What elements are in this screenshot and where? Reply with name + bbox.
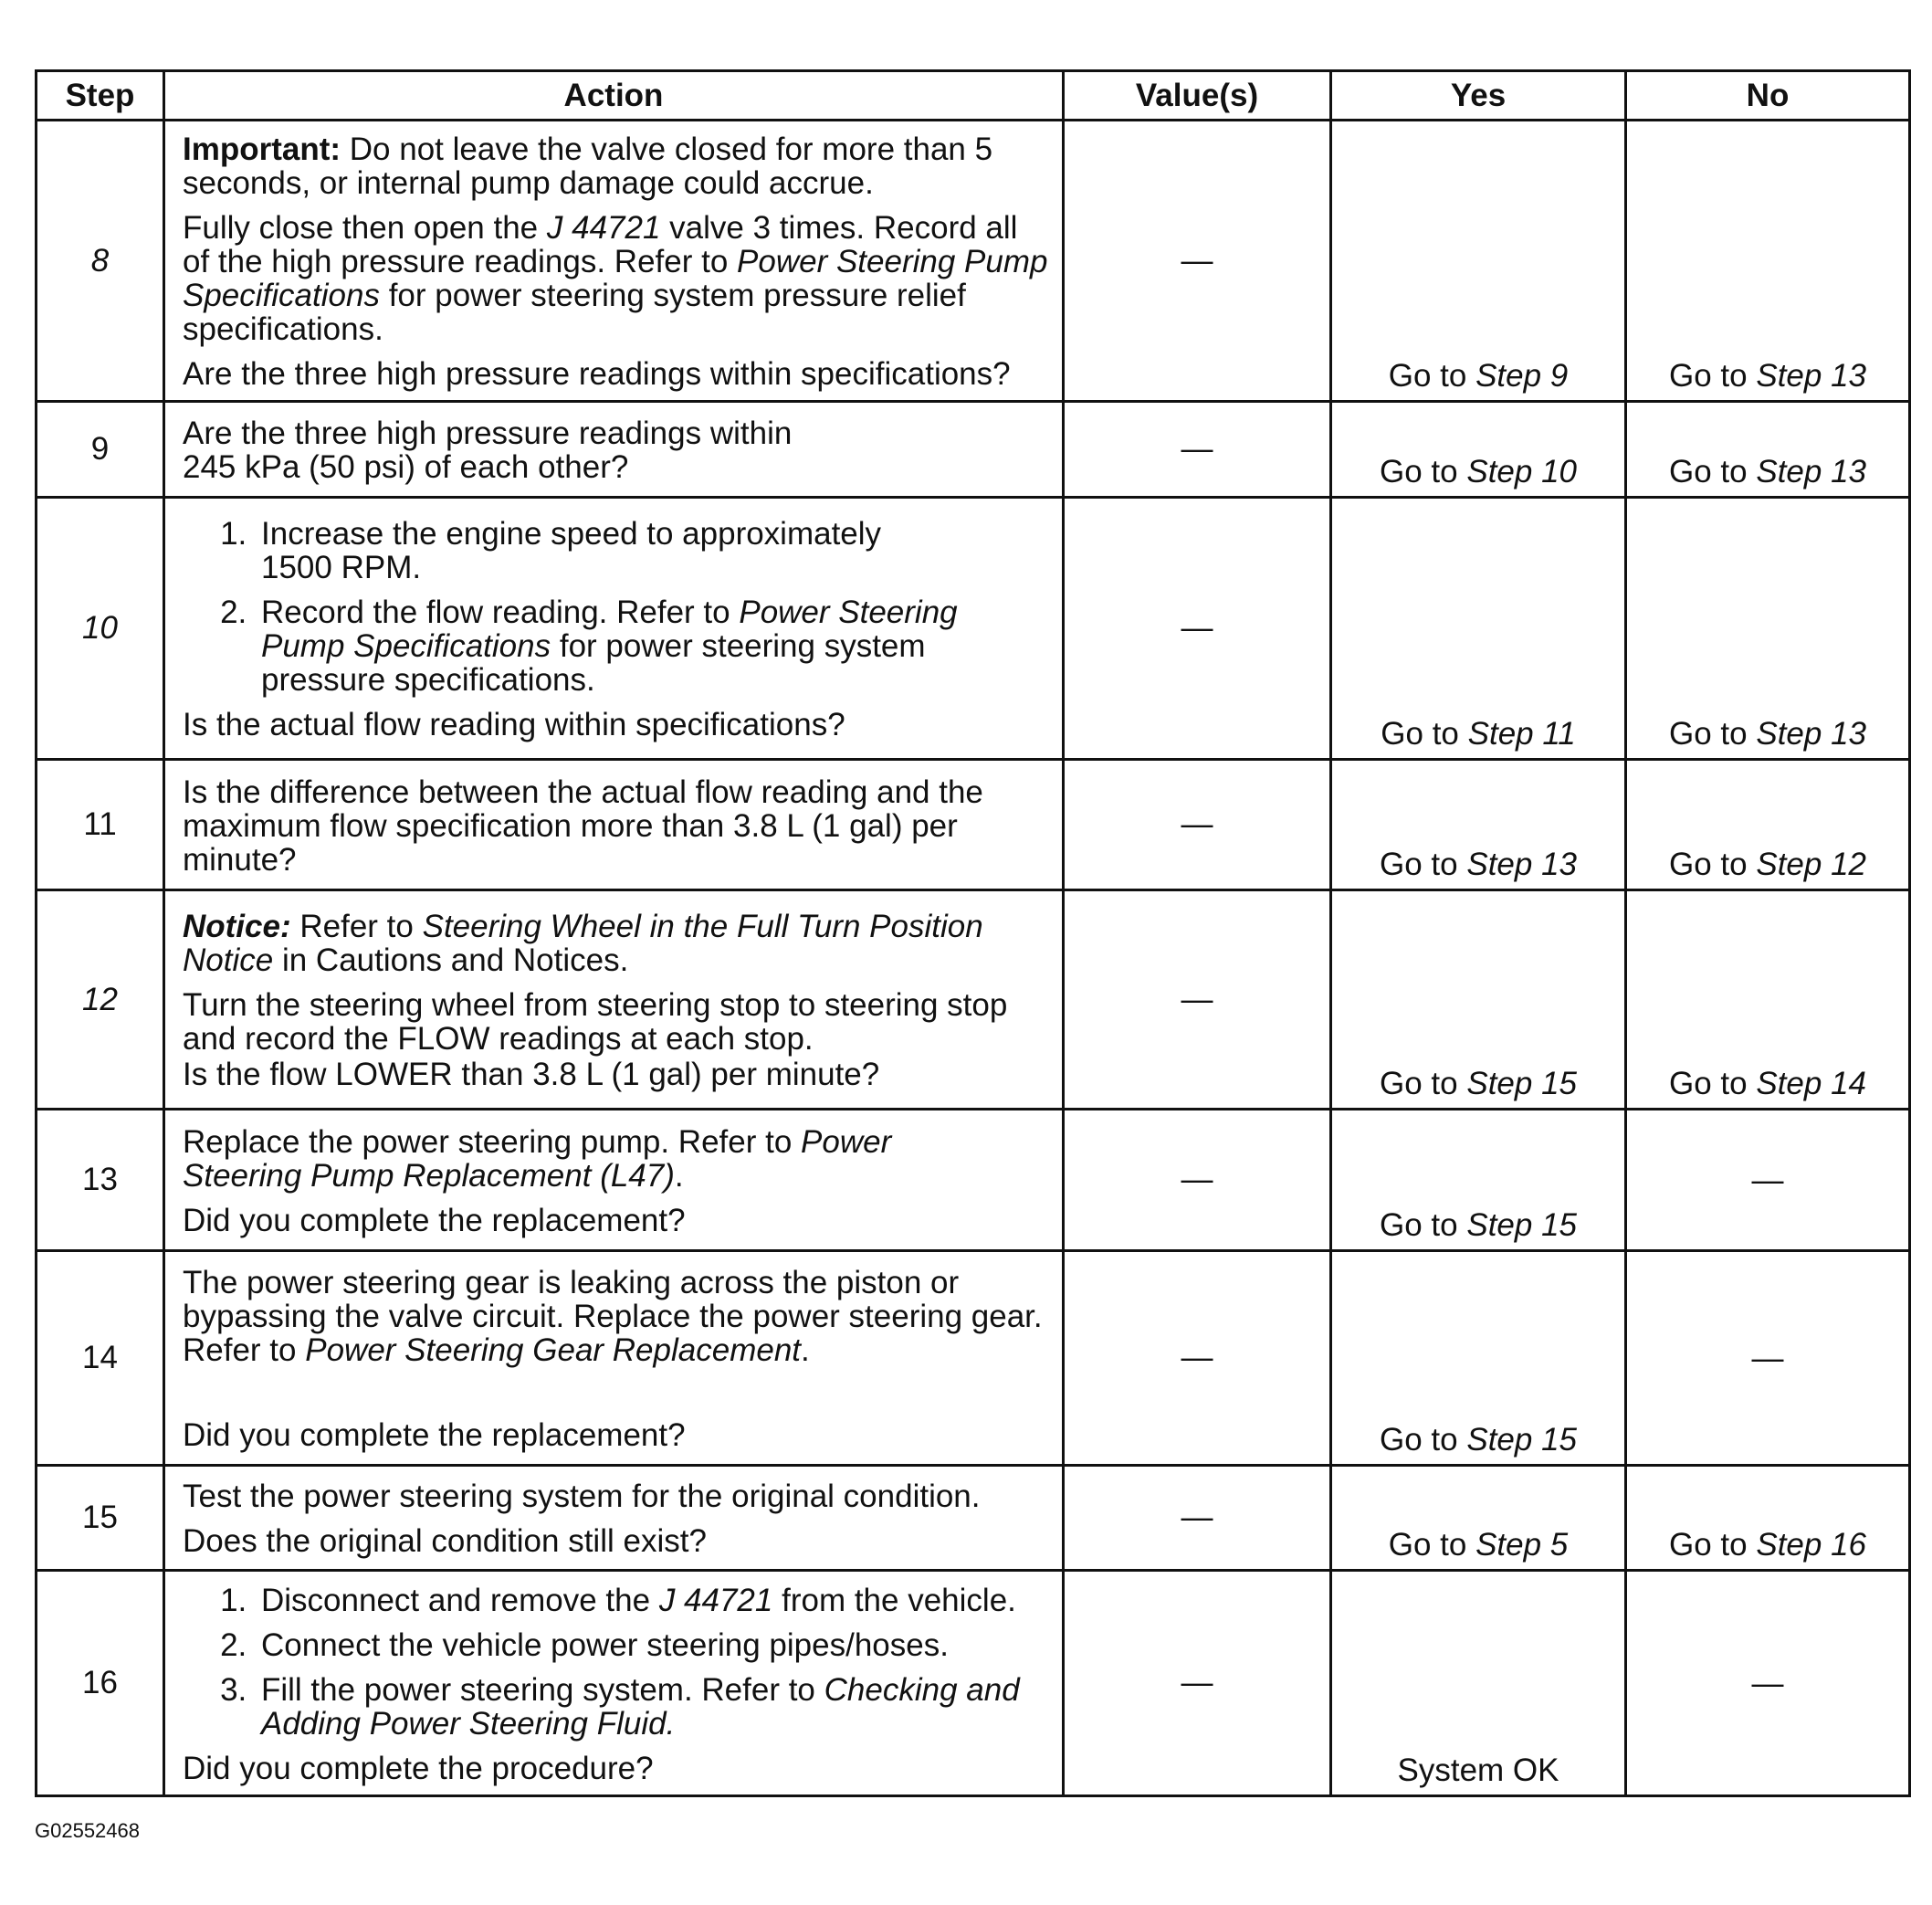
step-cell [37,402,164,498]
no-cell: — [1626,1110,1910,1251]
no-cell [1626,402,1910,498]
value-cell: — [1064,1466,1331,1571]
instruction-text: Disconnect and remove the [261,1582,651,1618]
instruction-paragraph [183,1125,1049,1193]
no-cell [1626,121,1910,402]
tool-reference: J 44721 [546,210,661,246]
no-cell [1626,890,1910,1110]
question: Are the three high pressure readings within 245 kPa (50 psi) of each other? [183,416,793,485]
step-number: 11 [83,806,117,842]
no-step-link[interactable]: Step 13 [1756,454,1866,489]
header-action: Action [164,71,1064,121]
figure-id: G02552468 [35,1819,140,1842]
instruction-text: in Cautions and Notices. [281,942,629,978]
yes-step-link[interactable]: Step 11 [1467,716,1576,752]
yes-cell [1331,890,1626,1110]
list-item [256,1584,1049,1617]
doc-reference: Power Steering Pump Replacement (L47) [183,1123,892,1194]
action-cell [164,760,1064,890]
value-cell: — [1064,1571,1331,1796]
diagnostic-table [35,69,1911,1797]
table-row [37,1571,1910,1796]
no-step-link[interactable]: Step 16 [1756,1527,1866,1563]
doc-reference: Checking and Adding Power Steering Fluid. [261,1671,1020,1742]
goto-text: Go to [1381,716,1459,752]
step-cell [37,121,164,402]
table-row [37,402,1910,498]
yes-cell [1331,1251,1626,1466]
instruction-text: . [801,1332,810,1368]
instruction-paragraph [183,211,1049,346]
yes-cell [1331,402,1626,498]
goto-text: Go to [1380,1066,1458,1101]
list-item: 1. Increase the engine speed to approximately 1500 RPM. [256,517,1049,584]
instruction-text: Fill the power steering system. Refer to [261,1671,815,1708]
header-yes: Yes [1331,71,1626,121]
table-row [37,121,1910,402]
goto-text: Go to [1380,847,1458,882]
instruction-text: for power steering system pressure specifications. [261,628,926,698]
step-cell [37,1466,164,1571]
yes-step-link[interactable]: Step 10 [1466,454,1577,489]
yes-cell [1331,1466,1626,1571]
list-item: 2. Connect the vehicle power steering pipes/hoses. [256,1628,1049,1662]
table-row [37,1110,1910,1251]
yes-step-link[interactable]: Step 15 [1466,1066,1577,1101]
header-no: No [1626,71,1910,121]
important-paragraph [183,132,1049,200]
goto-text: Go to [1669,847,1748,882]
action-cell [164,1466,1064,1571]
step-number: 15 [82,1500,118,1535]
instruction-text: The power steering gear is leaking across the piston or bypassing the valve circuit. Replace the power steering gear. Refer to [183,1265,1043,1368]
yes-cell [1331,1110,1626,1251]
no-step-link[interactable]: Step 13 [1756,716,1866,752]
step-cell [37,498,164,760]
goto-text: Go to [1380,454,1458,489]
goto-text: Go to [1669,716,1748,752]
instruction-text: Replace the power steering pump. Refer to [183,1123,793,1160]
value-cell: — [1064,121,1331,402]
header-step: Step [37,71,164,121]
action-cell [164,890,1064,1110]
no-cell [1626,760,1910,890]
goto-text: Go to [1388,358,1467,394]
action-cell [164,1571,1064,1796]
goto-text: Go to [1669,1066,1748,1101]
no-cell: — [1626,1571,1910,1796]
doc-reference: Power Steering Pump Specifications [261,595,958,664]
yes-step-link[interactable]: Step 9 [1475,358,1569,394]
instruction-text: Record the flow reading. Refer to [261,595,730,630]
action-cell [164,402,1064,498]
goto-text: Go to [1388,1527,1467,1563]
value-cell: — [1064,890,1331,1110]
instruction-text: Refer to [299,909,414,944]
yes-step-link[interactable]: Step 5 [1475,1527,1569,1563]
step-number: 16 [82,1665,118,1700]
no-step-link[interactable]: Step 12 [1756,847,1866,882]
question: Is the actual flow reading within specifications? [183,707,845,742]
action-cell [164,1110,1064,1251]
tool-reference: J 44721 [658,1582,773,1618]
value-cell: — [1064,402,1331,498]
yes-step-link[interactable]: Step 15 [1466,1207,1577,1243]
instruction-paragraph: Test the power steering system for the original condition. [183,1479,981,1514]
notice-paragraph [183,910,1049,977]
no-cell [1626,498,1910,760]
doc-reference: Steering Wheel in the Full Turn Position Notice [183,909,983,978]
step-number: 9 [90,431,110,467]
step-cell [37,760,164,890]
table-row [37,760,1910,890]
value-cell: — [1064,760,1331,890]
no-cell [1626,1466,1910,1571]
goto-text: Go to [1669,358,1748,394]
goto-text: Go to [1380,1207,1458,1243]
value-cell: — [1064,1251,1331,1466]
no-step-link[interactable]: Step 14 [1756,1066,1866,1101]
table-row [37,498,1910,760]
step-number: 10 [82,610,118,646]
yes-step-link[interactable]: Step 13 [1466,847,1577,882]
step-number: 14 [82,1340,118,1375]
step-cell [37,1110,164,1251]
action-cell [164,1251,1064,1466]
question: Is the flow LOWER than 3.8 L (1 gal) per minute? [183,1057,880,1092]
step-cell [37,1251,164,1466]
important-text: Do not leave the valve closed for more than 5 seconds, or internal pump damage could accrue. [183,132,993,201]
action-cell [164,121,1064,402]
step-cell [37,1571,164,1796]
question: Did you complete the replacement? [183,1202,686,1238]
step-cell [37,890,164,1110]
action-cell [164,498,1064,760]
instruction-paragraph [183,1266,1049,1367]
header-row [37,71,1910,121]
important-label: Important: [183,132,341,167]
question: Did you complete the replacement? [183,1417,686,1453]
question: Is the difference between the actual flow reading and the maximum flow specification more than 3.8 L (1 gal) per minute? [183,774,983,878]
instruction-text: . [674,1157,684,1194]
list-item [256,595,1049,697]
table-row [37,890,1910,1110]
table-row [37,1251,1910,1466]
procedure-list [183,1584,1049,1741]
procedure-list [183,517,1049,697]
question: Did you complete the procedure? [183,1750,654,1786]
no-step-link[interactable]: Step 13 [1756,358,1866,394]
step-number: 12 [82,981,118,1017]
instruction-text: valve 3 times. Record all of the high pressure readings. Refer to [183,210,1018,279]
question: Does the original condition still exist? [183,1523,707,1559]
yes-cell [1331,760,1626,890]
no-cell: — [1626,1251,1910,1466]
instruction-text: Fully close then open the [183,210,539,246]
value-cell: — [1064,1110,1331,1251]
goto-text: Go to [1669,454,1748,489]
question: Are the three high pressure readings within specifications? [183,356,1011,392]
instruction-text: from the vehicle. [782,1582,1016,1618]
goto-text: Go to [1380,1422,1458,1458]
instruction-paragraph: Turn the steering wheel from steering stop to steering stop and record the FLOW readings at each stop. [183,987,1008,1057]
yes-cell [1331,498,1626,760]
table-row [37,1466,1910,1571]
doc-reference: Power Steering Pump Specifications [183,244,1048,313]
list-item [256,1673,1049,1741]
yes-cell: System OK [1331,1571,1626,1796]
yes-step-link[interactable]: Step 15 [1466,1422,1577,1458]
doc-reference: Power Steering Gear Replacement [305,1332,802,1368]
instruction-text: for power steering system pressure relief specifications. [183,278,966,347]
step-number: 13 [82,1162,118,1197]
header-values: Value(s) [1064,71,1331,121]
goto-text: Go to [1669,1527,1748,1563]
step-number: 8 [90,242,110,279]
yes-cell [1331,121,1626,402]
value-cell: — [1064,498,1331,760]
notice-label: Notice: [183,909,291,944]
